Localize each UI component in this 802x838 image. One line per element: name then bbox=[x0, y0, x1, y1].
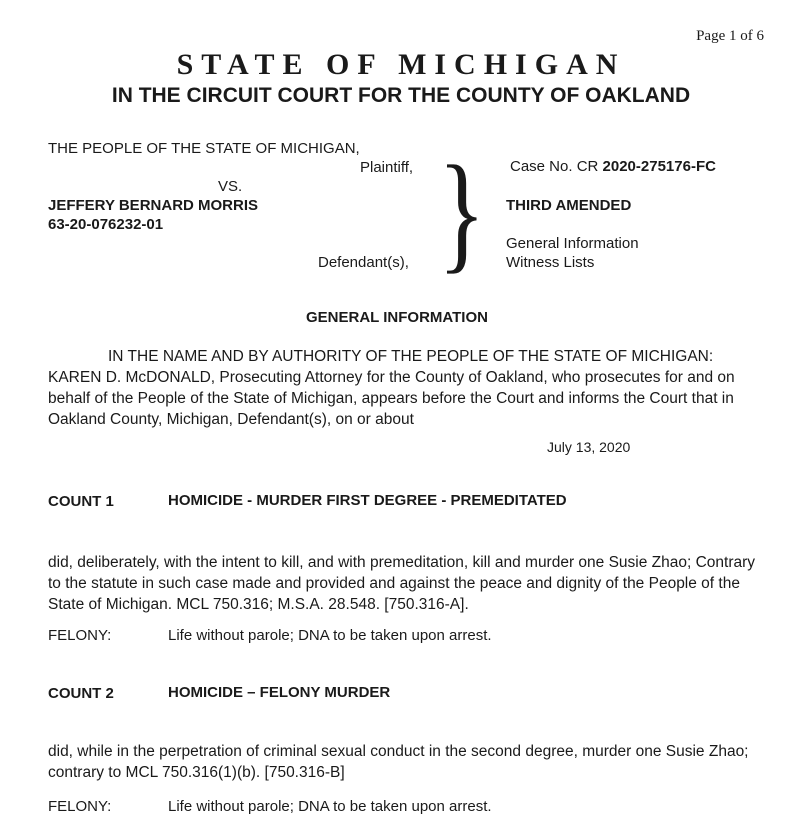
defendant-id: 63-20-076232-01 bbox=[48, 216, 164, 233]
caption-brace: } bbox=[438, 138, 486, 285]
count-2-class-label: FELONY: bbox=[48, 798, 112, 815]
count-1-class-label: FELONY: bbox=[48, 627, 112, 644]
versus-label: VS. bbox=[218, 178, 243, 195]
page-number: Page 1 of 6 bbox=[696, 28, 764, 44]
plaintiff-label: Plaintiff, bbox=[360, 159, 414, 176]
offense-date: July 13, 2020 bbox=[547, 439, 631, 455]
amended-label: THIRD AMENDED bbox=[506, 197, 632, 214]
count-2-penalty: Life without parole; DNA to be taken upon arrest. bbox=[168, 798, 492, 815]
count-2-title: HOMICIDE – FELONY MURDER bbox=[168, 684, 391, 701]
count-1-title: HOMICIDE - MURDER FIRST DEGREE - PREMEDITATED bbox=[168, 492, 567, 509]
general-information-paragraph: IN THE NAME AND BY AUTHORITY OF THE PEOPLE OF THE STATE OF MICHIGAN: KAREN D. McDONALD, Prosecuting Attorney for the County of Oakland, who prosecutes for and on behalf of the People of the State of Michigan, appears before the Court and informs the Court that in Oakland County, Michigan, Defendant(s), on or about bbox=[48, 348, 735, 428]
case-number bbox=[510, 158, 716, 175]
case-number-label: Case No. CR bbox=[510, 158, 599, 175]
section-witness-lists: Witness Lists bbox=[506, 254, 595, 271]
court-title: IN THE CIRCUIT COURT FOR THE COUNTY OF OAKLAND bbox=[111, 84, 691, 107]
count-1-penalty: Life without parole; DNA to be taken upon arrest. bbox=[168, 627, 492, 644]
count-2-label: COUNT 2 bbox=[48, 685, 114, 702]
case-number-value: 2020-275176-FC bbox=[602, 158, 716, 175]
count-2-text: did, while in the perpetration of criminal sexual conduct in the second degree, murder one Susie Zhao; contrary to MCL 750.316(1)(b). [750.316-B] bbox=[48, 743, 749, 781]
section-general-information: General Information bbox=[506, 235, 639, 252]
plaintiff-name: THE PEOPLE OF THE STATE OF MICHIGAN, bbox=[48, 140, 360, 157]
count-1-text: did, deliberately, with the intent to kill, and with premeditation, kill and murder one Susie Zhao; Contrary to the statute in such case made and provided and against the peace and dignity of the People of the State of Michigan. MCL 750.316; M.S.A. 28.548. [750.316-A]. bbox=[48, 554, 756, 613]
state-title: STATE OF MICHIGAN bbox=[176, 48, 626, 81]
defendant-name: JEFFERY BERNARD MORRIS bbox=[48, 197, 259, 214]
defendant-label: Defendant(s), bbox=[318, 254, 409, 271]
general-information-heading: GENERAL INFORMATION bbox=[306, 309, 488, 326]
count-1-label: COUNT 1 bbox=[48, 493, 114, 510]
